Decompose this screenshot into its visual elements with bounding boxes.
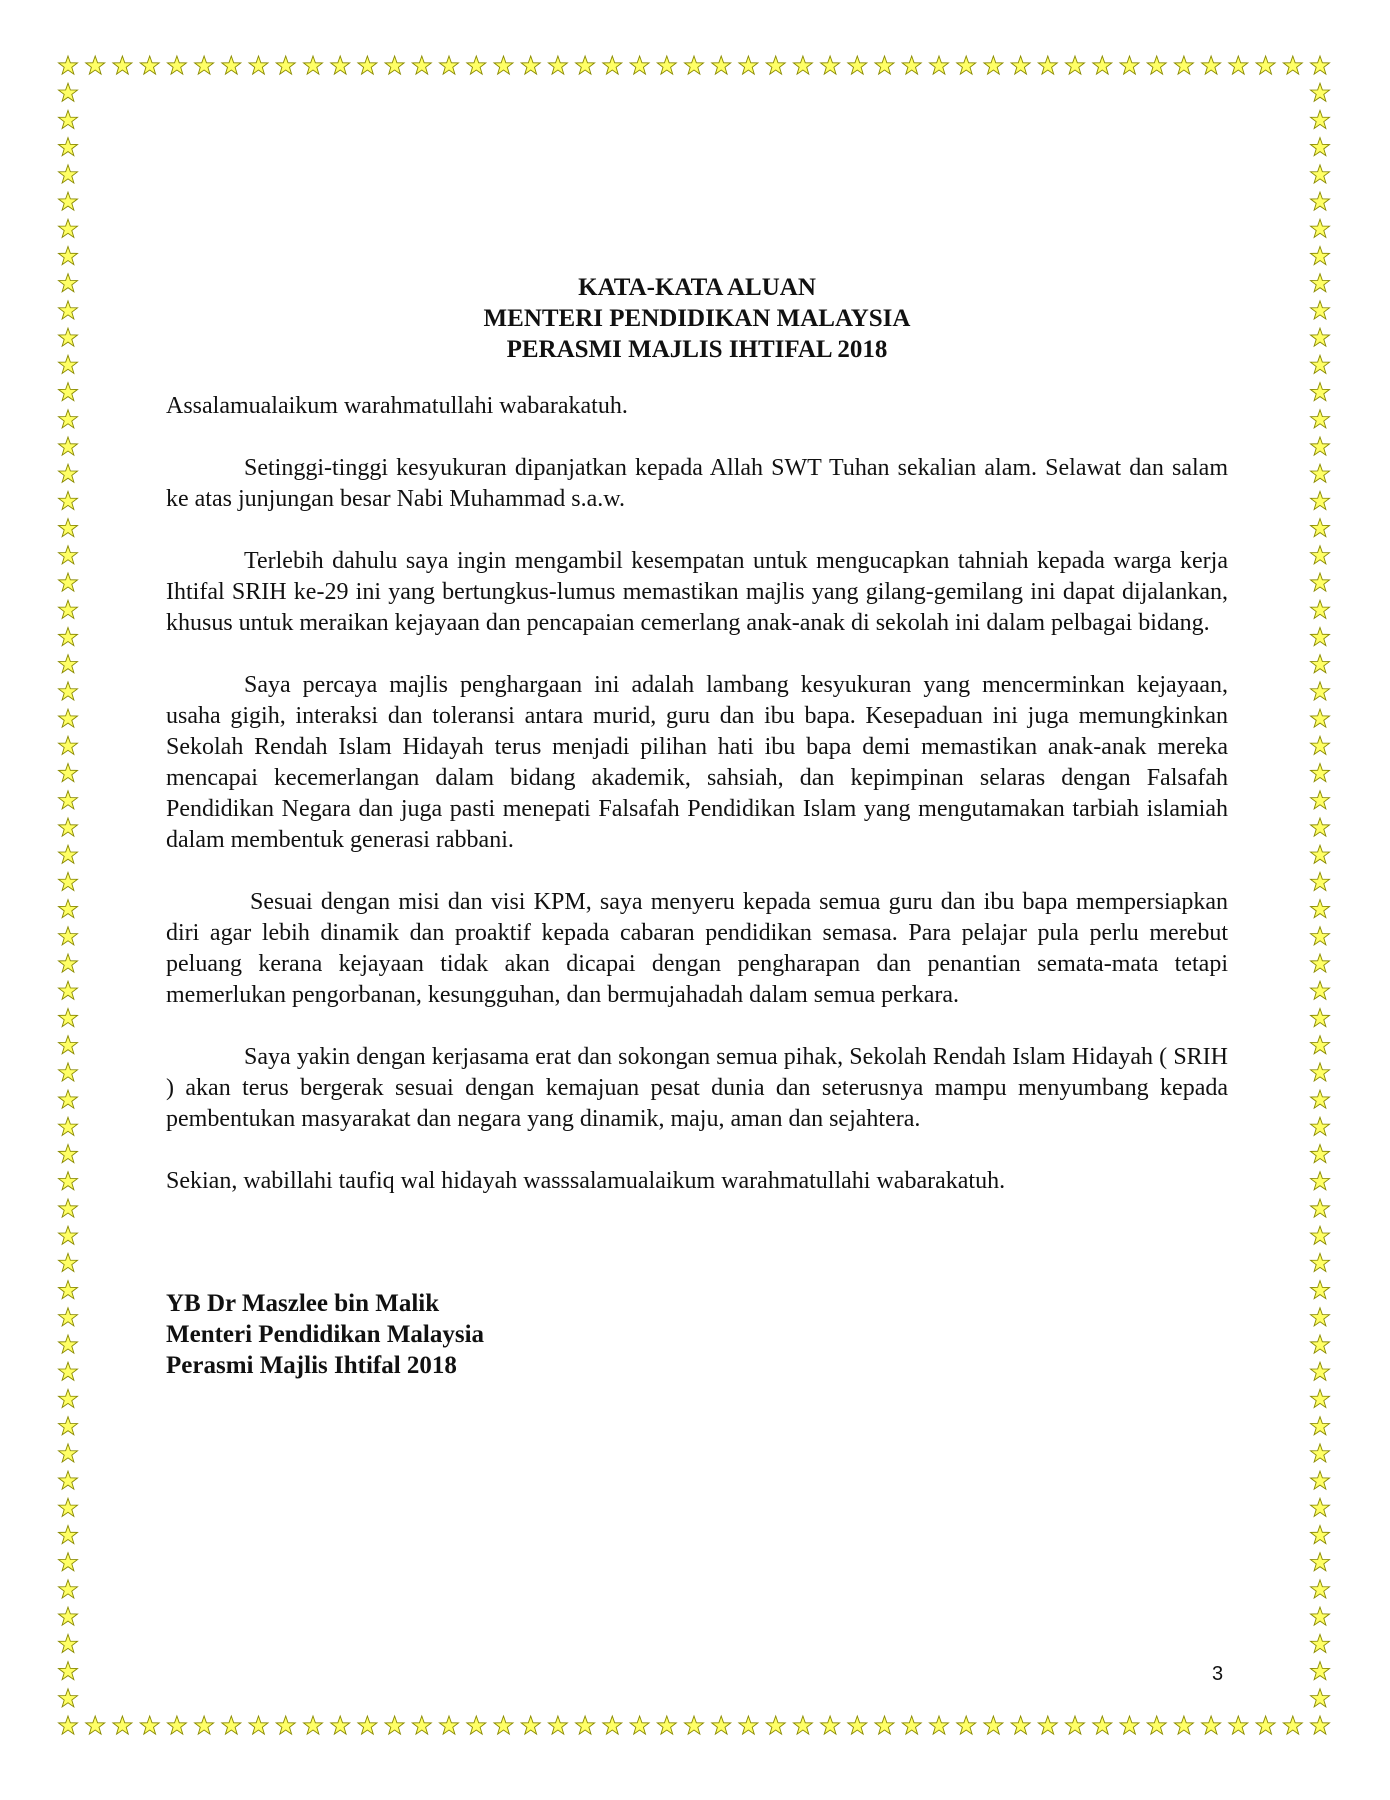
star-icon <box>984 56 1003 74</box>
star-icon <box>739 56 758 74</box>
star-icon <box>276 56 295 74</box>
star-icon <box>58 1063 77 1081</box>
star-icon <box>58 1362 77 1380</box>
star-icon <box>439 1716 458 1734</box>
star-icon <box>58 927 77 945</box>
star-icon <box>358 1716 377 1734</box>
signature-title: Menteri Pendidikan Malaysia <box>166 1321 485 1348</box>
star-icon <box>1310 301 1329 319</box>
star-icon <box>1147 1716 1166 1734</box>
star-icon <box>657 1716 676 1734</box>
star-icon <box>548 56 567 74</box>
star-icon <box>848 56 867 74</box>
star-icon <box>249 56 268 74</box>
star-icon <box>1310 900 1329 918</box>
star-icon <box>1310 573 1329 591</box>
star-icon <box>58 1090 77 1108</box>
star-icon <box>712 1716 731 1734</box>
star-icon <box>58 1145 77 1163</box>
star-icon <box>739 1716 758 1734</box>
star-icon <box>58 56 77 74</box>
star-icon <box>58 1580 77 1598</box>
star-icon <box>140 1716 159 1734</box>
star-icon <box>1310 219 1329 237</box>
star-icon <box>1310 1389 1329 1407</box>
star-icon <box>167 56 186 74</box>
star-icon <box>1310 1417 1329 1435</box>
star-icon <box>1310 138 1329 156</box>
star-icon <box>58 192 77 210</box>
star-icon <box>58 437 77 455</box>
star-icon <box>603 56 622 74</box>
star-icon <box>58 682 77 700</box>
star-icon <box>1310 383 1329 401</box>
star-icon <box>1011 56 1030 74</box>
star-icon <box>358 56 377 74</box>
star-icon <box>58 110 77 128</box>
star-icon <box>195 56 214 74</box>
star-icon <box>58 1199 77 1217</box>
star-icon <box>58 519 77 537</box>
star-icon <box>303 1716 322 1734</box>
closing: Sekian, wabillahi taufiq wal hidayah wasssalamualaikum warahmatullahi wabarakatuh. <box>166 1168 1006 1194</box>
star-icon <box>58 791 77 809</box>
star-icon <box>58 1281 77 1299</box>
star-icon <box>331 1716 350 1734</box>
star-icon <box>1310 110 1329 128</box>
star-icon <box>712 56 731 74</box>
document-title <box>166 272 1228 365</box>
star-icon <box>167 1716 186 1734</box>
star-icon <box>1065 1716 1084 1734</box>
star-icon <box>1310 1117 1329 1135</box>
star-icon <box>58 900 77 918</box>
star-icon <box>1310 1607 1329 1625</box>
signature-role: Perasmi Majlis Ihtifal 2018 <box>166 1352 457 1379</box>
star-icon <box>58 628 77 646</box>
star-icon <box>58 845 77 863</box>
star-icon <box>1310 1063 1329 1081</box>
star-icon <box>58 1498 77 1516</box>
star-icon <box>1310 818 1329 836</box>
star-icon <box>1310 1471 1329 1489</box>
star-icon <box>331 56 350 74</box>
star-icon <box>1174 1716 1193 1734</box>
star-icon <box>902 56 921 74</box>
star-icon <box>1310 1689 1329 1707</box>
star-icon <box>467 1716 486 1734</box>
star-icon <box>1310 464 1329 482</box>
star-icon <box>1310 954 1329 972</box>
star-icon <box>521 56 540 74</box>
star-icon <box>1310 655 1329 673</box>
paragraph: Setinggi-tinggi kesyukuran dipanjatkan kepada Allah SWT Tuhan sekalian alam. Selawat dan salam ke atas junjungan besar Nabi Muhammad s.a.w. <box>166 455 1228 512</box>
star-icon <box>1310 1362 1329 1380</box>
star-icon <box>1120 1716 1139 1734</box>
star-icon <box>1310 791 1329 809</box>
star-icon <box>58 219 77 237</box>
star-icon <box>222 1716 241 1734</box>
star-icon <box>1310 410 1329 428</box>
star-icon <box>58 1634 77 1652</box>
star-icon <box>1310 1580 1329 1598</box>
star-icon <box>1310 764 1329 782</box>
paragraph: Sesuai dengan misi dan visi KPM, saya menyeru kepada semua guru dan ibu bapa mempersiapkan diri agar lebih dinamik dan proaktif kepada cabaran pendidikan semasa. Para pelajar pula perlu merebut peluang kerana kejayaan tidak akan dicapai dengan pengharapan dan penantian semata-mata tetapi memerlukan pengorbanan, kesungguhan, dan bermujahadah dalam semua perkara. <box>166 889 1228 1008</box>
star-icon <box>1202 1716 1221 1734</box>
star-icon <box>1310 546 1329 564</box>
star-icon <box>1310 1036 1329 1054</box>
star-icon <box>1310 1526 1329 1544</box>
star-icon <box>113 1716 132 1734</box>
star-icon <box>58 1389 77 1407</box>
star-icon <box>929 56 948 74</box>
star-icon <box>303 56 322 74</box>
signature-block <box>166 1288 1228 1381</box>
star-icon <box>58 383 77 401</box>
star-icon <box>1120 56 1139 74</box>
star-icon <box>276 1716 295 1734</box>
star-icon <box>1310 628 1329 646</box>
star-icon <box>1093 56 1112 74</box>
star-icon <box>1310 274 1329 292</box>
star-icon <box>494 1716 513 1734</box>
star-icon <box>58 1117 77 1135</box>
star-icon <box>1310 1226 1329 1244</box>
title-line: KATA-KATA ALUAN <box>578 274 816 301</box>
star-icon <box>467 56 486 74</box>
star-icon <box>902 1716 921 1734</box>
star-icon <box>58 274 77 292</box>
star-icon <box>385 1716 404 1734</box>
paragraph: Saya yakin dengan kerjasama erat dan sokongan semua pihak, Sekolah Rendah Islam Hidayah ( SRIH ) akan terus bergerak sesuai dengan kemajuan pesat dunia dan seterusnya mampu menyumbang kepada pembentukan masyarakat dan negara yang dinamik, maju, aman dan sejahtera. <box>166 1044 1228 1132</box>
star-icon <box>1310 83 1329 101</box>
paragraph: Terlebih dahulu saya ingin mengambil kesempatan untuk mengucapkan tahniah kepada warga kerja Ihtifal SRIH ke-29 ini yang bertungkus-lumus memastikan majlis yang gilang-gemilang ini dapat dijalankan, khusus untuk meraikan kejayaan dan pencapaian cemerlang anak-anak di sekolah ini dalam pelbagai bidang. <box>166 548 1228 636</box>
star-icon <box>1310 1145 1329 1163</box>
greeting: Assalamualaikum warahmatullahi wabarakatuh. <box>166 393 628 419</box>
star-icon <box>140 56 159 74</box>
star-icon <box>929 1716 948 1734</box>
star-icon <box>1310 1090 1329 1108</box>
star-icon <box>1310 519 1329 537</box>
star-icon <box>58 328 77 346</box>
star-icon <box>1310 192 1329 210</box>
star-icon <box>58 600 77 618</box>
document-body <box>166 272 1228 1381</box>
star-icon <box>957 56 976 74</box>
title-line: MENTERI PENDIDIKAN MALAYSIA <box>483 305 911 332</box>
star-icon <box>1202 56 1221 74</box>
star-icon <box>1038 56 1057 74</box>
star-icon <box>222 56 241 74</box>
star-icon <box>1229 1716 1248 1734</box>
star-icon <box>1310 355 1329 373</box>
star-icon <box>576 56 595 74</box>
star-icon <box>58 410 77 428</box>
star-icon <box>58 1172 77 1190</box>
star-icon <box>1310 56 1329 74</box>
star-icon <box>58 573 77 591</box>
star-icon <box>684 1716 703 1734</box>
star-icon <box>385 56 404 74</box>
star-icon <box>58 1036 77 1054</box>
star-icon <box>412 56 431 74</box>
star-icon <box>1310 491 1329 509</box>
star-icon <box>1310 165 1329 183</box>
paragraph: Saya percaya majlis penghargaan ini adalah lambang kesyukuran yang mencerminkan kejayaan, usaha gigih, interaksi dan toleransi antara murid, guru dan ibu bapa. Kesepaduan ini juga memungkinkan Sekolah Rendah Islam Hidayah terus menjadi pilihan hati ibu bapa demi memastikan anak-anak mereka mencapai kecemerlangan dalam bidang akademik, sahsiah, dan kepimpinan selaras dengan Falsafah Pendidikan Negara dan juga pasti menepati Falsafah Pendidikan Islam yang mengutamakan tarbiah islamiah dalam membentuk generasi rabbani. <box>166 672 1228 853</box>
star-icon <box>1256 56 1275 74</box>
star-icon <box>1093 1716 1112 1734</box>
star-icon <box>821 1716 840 1734</box>
star-icon <box>58 1226 77 1244</box>
star-icon <box>521 1716 540 1734</box>
star-icon <box>957 1716 976 1734</box>
star-icon <box>58 981 77 999</box>
star-icon <box>1310 872 1329 890</box>
page-number: 3 <box>1212 1663 1224 1685</box>
star-icon <box>58 1471 77 1489</box>
star-icon <box>195 1716 214 1734</box>
star-icon <box>58 247 77 265</box>
star-icon <box>1310 328 1329 346</box>
star-icon <box>1256 1716 1275 1734</box>
star-icon <box>821 56 840 74</box>
star-icon <box>766 1716 785 1734</box>
star-icon <box>58 1526 77 1544</box>
star-icon <box>1310 1662 1329 1680</box>
star-icon <box>249 1716 268 1734</box>
star-icon <box>58 1335 77 1353</box>
star-icon <box>58 764 77 782</box>
star-icon <box>58 1253 77 1271</box>
star-icon <box>1310 600 1329 618</box>
star-icon <box>984 1716 1003 1734</box>
star-icon <box>630 1716 649 1734</box>
star-icon <box>1011 1716 1030 1734</box>
star-icon <box>1310 927 1329 945</box>
star-icon <box>1310 1634 1329 1652</box>
star-icon <box>1310 1498 1329 1516</box>
star-icon <box>58 818 77 836</box>
star-icon <box>58 83 77 101</box>
star-icon <box>1310 1009 1329 1027</box>
star-icon <box>1310 437 1329 455</box>
star-icon <box>1310 1553 1329 1571</box>
star-icon <box>1310 736 1329 754</box>
star-icon <box>58 464 77 482</box>
star-icon <box>793 56 812 74</box>
star-icon <box>875 56 894 74</box>
star-icon <box>1038 1716 1057 1734</box>
star-icon <box>58 1308 77 1326</box>
star-icon <box>630 56 649 74</box>
star-icon <box>58 1607 77 1625</box>
star-icon <box>58 954 77 972</box>
star-icon <box>875 1716 894 1734</box>
star-icon <box>58 1417 77 1435</box>
star-icon <box>58 138 77 156</box>
star-icon <box>1283 56 1302 74</box>
star-icon <box>1310 1335 1329 1353</box>
star-icon <box>1310 709 1329 727</box>
star-icon <box>603 1716 622 1734</box>
star-icon <box>58 1444 77 1462</box>
star-icon <box>412 1716 431 1734</box>
star-icon <box>848 1716 867 1734</box>
star-icon <box>548 1716 567 1734</box>
star-icon <box>1310 1444 1329 1462</box>
star-icon <box>494 56 513 74</box>
star-icon <box>58 546 77 564</box>
star-icon <box>58 165 77 183</box>
star-icon <box>58 736 77 754</box>
star-icon <box>58 301 77 319</box>
star-icon <box>58 1553 77 1571</box>
star-icon <box>1147 56 1166 74</box>
star-icon <box>1310 845 1329 863</box>
star-icon <box>1310 682 1329 700</box>
star-icon <box>576 1716 595 1734</box>
star-icon <box>1310 1281 1329 1299</box>
star-icon <box>1310 1253 1329 1271</box>
star-icon <box>58 655 77 673</box>
star-icon <box>684 56 703 74</box>
star-icon <box>58 709 77 727</box>
star-icon <box>58 1662 77 1680</box>
star-icon <box>1229 56 1248 74</box>
star-icon <box>1310 1716 1329 1734</box>
star-icon <box>58 872 77 890</box>
star-icon <box>58 491 77 509</box>
star-icon <box>58 355 77 373</box>
star-icon <box>58 1689 77 1707</box>
star-icon <box>1310 1172 1329 1190</box>
star-icon <box>766 56 785 74</box>
star-icon <box>1310 981 1329 999</box>
star-icon <box>86 56 105 74</box>
star-icon <box>657 56 676 74</box>
star-icon <box>1310 247 1329 265</box>
star-icon <box>439 56 458 74</box>
star-icon <box>86 1716 105 1734</box>
star-icon <box>1310 1308 1329 1326</box>
star-icon <box>1065 56 1084 74</box>
star-icon <box>113 56 132 74</box>
star-icon <box>793 1716 812 1734</box>
star-icon <box>58 1009 77 1027</box>
star-icon <box>1310 1199 1329 1217</box>
star-icon <box>1283 1716 1302 1734</box>
star-icon <box>1174 56 1193 74</box>
signature-name: YB Dr Maszlee bin Malik <box>166 1290 440 1317</box>
star-icon <box>58 1716 77 1734</box>
title-line: PERASMI MAJLIS IHTIFAL 2018 <box>506 336 888 363</box>
